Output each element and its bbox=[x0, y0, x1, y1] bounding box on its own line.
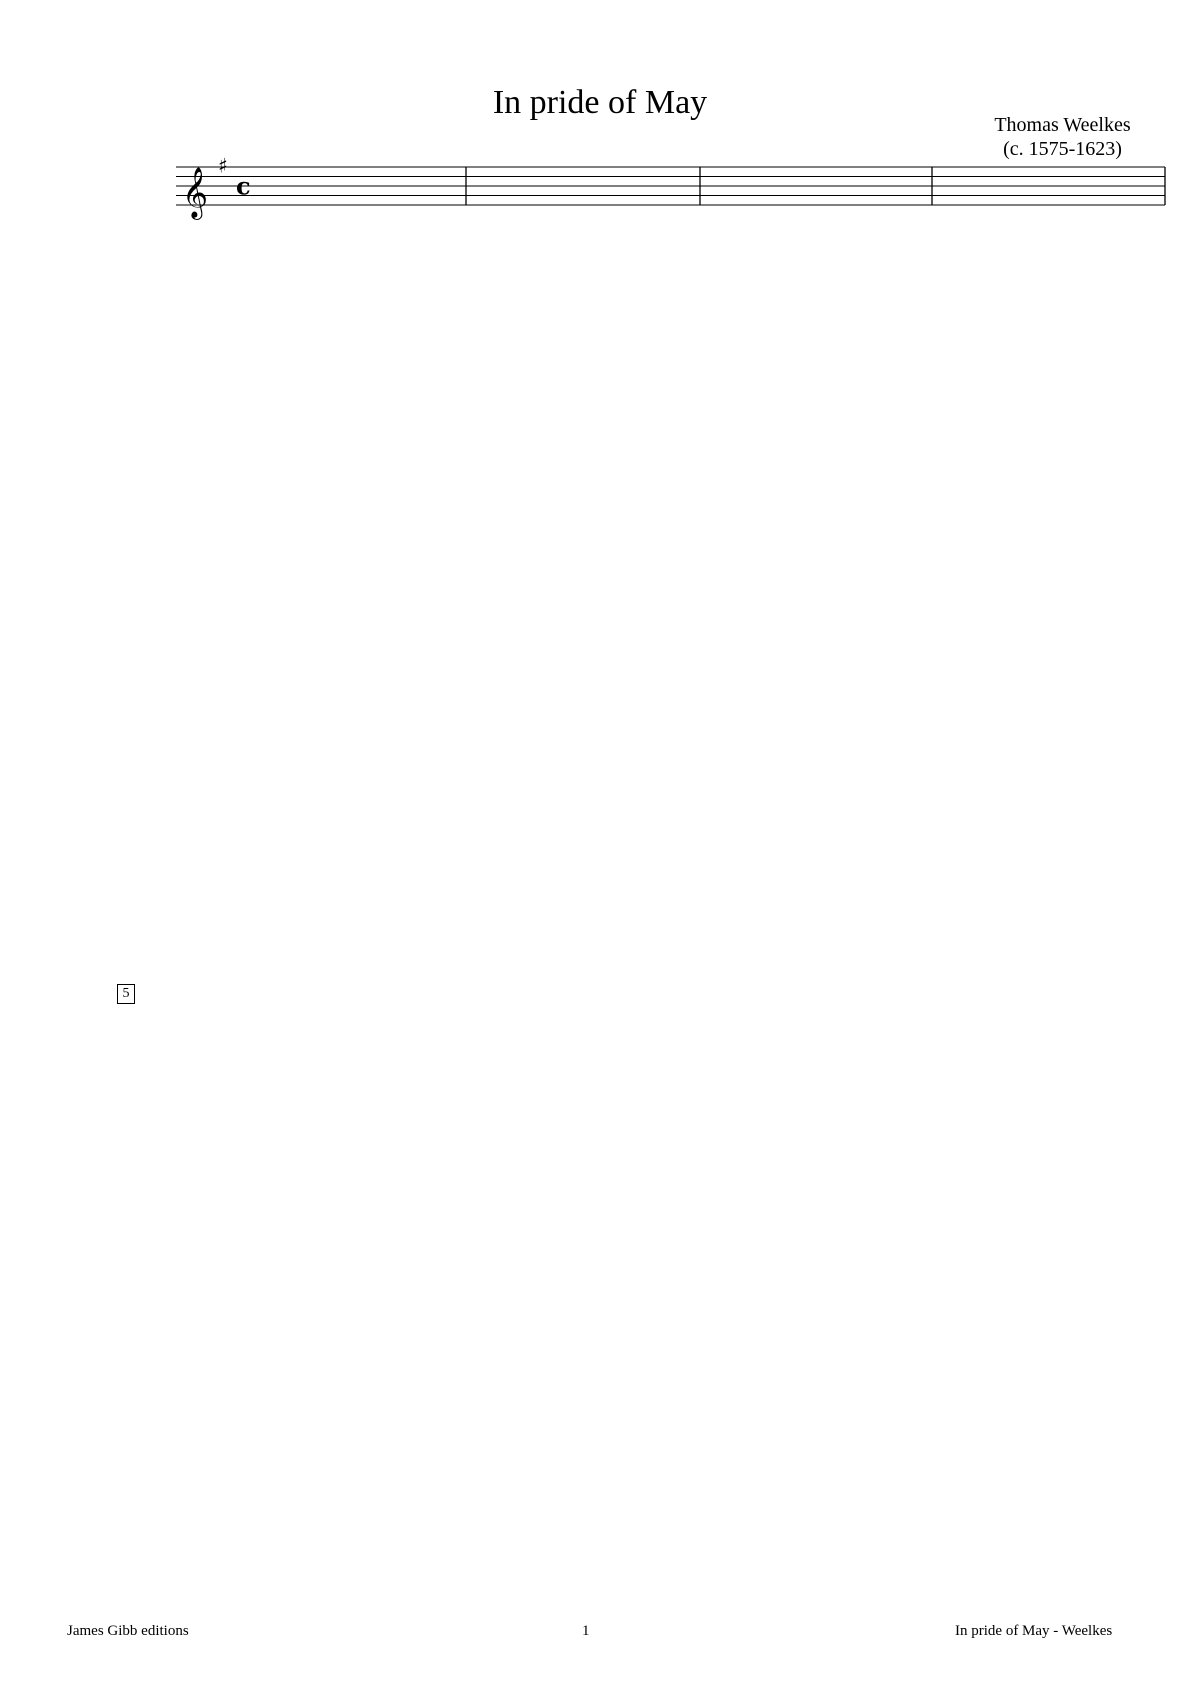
composer-name: Thomas Weelkes bbox=[994, 114, 1131, 136]
footer-title: In pride of May - Weelkes bbox=[955, 1623, 1113, 1639]
common-time-icon: c bbox=[236, 171, 251, 201]
composer-dates: (c. 1575-1623) bbox=[1003, 138, 1122, 160]
sharp-key-signature-icon: ♯ bbox=[218, 153, 228, 178]
footer-page-number: 1 bbox=[582, 1623, 590, 1639]
footer-publisher: James Gibb editions bbox=[67, 1623, 189, 1639]
measure-number-box: 5 bbox=[117, 984, 135, 1004]
treble-clef-icon: 𝄞 bbox=[182, 166, 209, 218]
staff bbox=[176, 154, 1165, 220]
page-title: In pride of May bbox=[492, 84, 708, 121]
